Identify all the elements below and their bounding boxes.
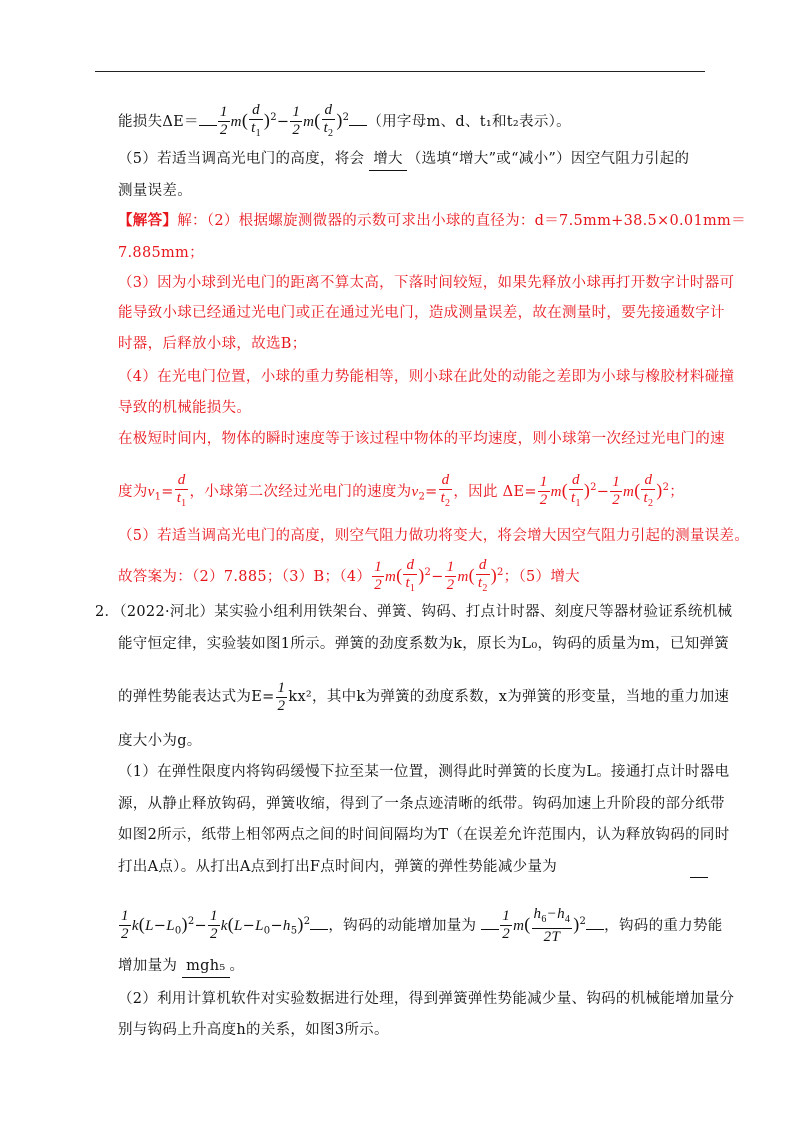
sub1-line1: （1）在弹性限度内将钩码缓慢下拉至某一位置，测得此时弹簧的长度为L。接通打点计时器电 xyxy=(118,764,730,780)
solution-3b: 能导致小球已经通过光电门或正在通过光电门，造成测量误差，故在测量时，要先接通数字计 xyxy=(118,305,725,321)
sub2-line2: 别与钩码上升高度h的关系，如图3所示。 xyxy=(118,1022,389,1038)
final-answers: 故答案为：（2）7.885；（3）B；（4） $\frac{1}{2}$ m( $\frac{d}{t_1}$ )$^2$− $\frac{1}{2}$ m( $\frac{d}{t_2}$ )$^2$；（5）增大 xyxy=(118,552,708,598)
problem2-line2: 能守恒定律，实验装如图1所示。弹簧的劲度系数为k，原长为L₀，钩码的质量为m，已知弹簧 xyxy=(118,636,730,652)
solution-5: （5）若适当调高光电门的高度，则空气阻力做功将变大，将会增大因空气阻力引起的测量误差。 xyxy=(118,528,750,544)
solution-3c: 时器，后释放小球，故选B； xyxy=(118,336,307,352)
solution-2a: 【解答】解：（2）根据螺旋测微器的示数可求出小球的直径为：d＝7.5mm+38.5×0.01mm＝ xyxy=(118,212,746,229)
problem2-line4: 度大小为g。 xyxy=(118,733,202,749)
sub1-line4: 打出A点）。从打出A点到打出F点时间内，弹簧的弹性势能减少量为 xyxy=(118,856,708,878)
solution-2b: 7.885mm； xyxy=(118,245,204,261)
solution-4d: 度为$v_1=$ $\frac{d}{t_1}$ ，小球第二次经过光电门的速度为$v_2=$ $\frac{d}{t_2}$ ，因此 ΔE= $\frac{1}{2}$ m( $\frac{d}{t_1}$ )$^2$− $\frac{1}{2}$ m( $\frac{d}{t_2}$ )$^2$； xyxy=(118,466,708,520)
problem2-line1: 2．（2022·河北）某实验小组利用铁架台、弹簧、钩码、打点计时器、刻度尺等器材验证系统机械 xyxy=(95,604,733,620)
header-rule xyxy=(95,71,705,72)
answer-gravity: mgh₅ xyxy=(182,955,229,978)
solution-4b: 导致的机械能损失。 xyxy=(118,400,252,416)
problem2-line3: 的弹性势能表达式为E= $\frac{1}{2}$ kx²，其中k为弹簧的劲度系数，x为弹簧的形变量，当地的重力加速 xyxy=(118,679,730,714)
sub1-line6: 增加量为 mgh₅ 。 xyxy=(118,955,708,978)
sub1-line2: 源，从静止释放钩码，弹簧收缩，得到了一条点迹清晰的纸带。钩码加速上升阶段的部分纸带 xyxy=(118,796,725,812)
question-5-cont: 测量误差。 xyxy=(118,183,192,199)
sub1-line5: $\frac{1}{2}$ $k(L-L_0)^2-$ $\frac{1}{2}$ $k(L-L_0-h_5)^2$ ，钩码的动能增加量为 $\frac{1}{2}$ m( $\frac{h_6-h_4}{2T}$ )$^2$ ，钩码的重力势能 xyxy=(121,905,723,945)
question-5: （5）若适当调高光电门的高度，将会 增大 （选填“增大”或“减小”）因空气阻力引起的 xyxy=(118,148,708,171)
answer-5: 增大 xyxy=(369,148,407,171)
energy-loss-line: 能损失ΔE＝ $\frac{1}{2}$ m( $\frac{d}{t_1}$ )$^2$− $\frac{1}{2}$ m( $\frac{d}{t_2}$ )$^2$ （用字母m、d、t₁和t₂表示）。 xyxy=(118,98,708,142)
sub1-line3: 如图2所示，纸带上相邻两点之间的时间间隔均为T（在误差允许范围内，认为释放钩码的同时 xyxy=(118,827,730,843)
solution-4c: 在极短时间内，物体的瞬时速度等于该过程中物体的平均速度，则小球第一次经过光电门的速 xyxy=(118,431,725,447)
sub2-line1: （2）利用计算机软件对实验数据进行处理，得到弹簧弹性势能减少量、钩码的机械能增加量分 xyxy=(118,991,735,1007)
solution-3a: （3）因为小球到光电门的距离不算太高，下落时间较短，如果先释放小球再打开数字计时器可 xyxy=(118,275,735,291)
solution-4a: （4）在光电门位置，小球的重力势能相等，则小球在此处的动能之差即为小球与橡胶材料碰撞 xyxy=(118,369,735,385)
